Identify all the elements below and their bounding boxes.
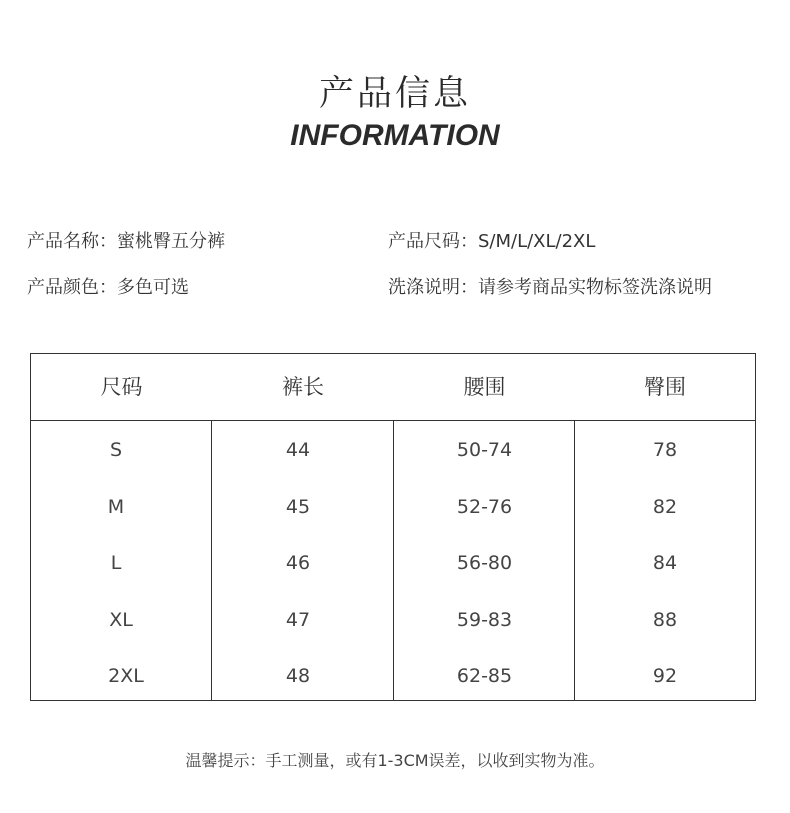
cell-waist: 62-85 bbox=[456, 665, 513, 688]
table-row bbox=[31, 535, 755, 592]
wash-instruction-label: 洗涤说明： bbox=[388, 277, 478, 298]
header-size: 尺码 bbox=[100, 375, 143, 399]
header-length: 裤长 bbox=[282, 375, 324, 399]
cell-size: S bbox=[109, 439, 123, 461]
cell-waist: 52-76 bbox=[456, 495, 513, 518]
cell-size: L bbox=[110, 552, 122, 575]
cell-waist: 59-83 bbox=[456, 608, 513, 631]
product-size-value: S/M/L/XL/2XL bbox=[478, 231, 596, 252]
cell-size: XL bbox=[109, 608, 133, 631]
cell-hip: 88 bbox=[652, 608, 678, 631]
cell-size: 2XL bbox=[108, 665, 144, 688]
product-size-line bbox=[388, 227, 595, 253]
cell-length: 44 bbox=[285, 439, 311, 461]
cell-length: 46 bbox=[285, 552, 311, 575]
product-size-label: 产品尺码： bbox=[388, 231, 478, 252]
cell-hip: 92 bbox=[652, 665, 678, 688]
cell-waist: 50-74 bbox=[456, 439, 513, 461]
table-row bbox=[31, 479, 755, 536]
cell-hip: 84 bbox=[652, 552, 678, 575]
cell-hip: 82 bbox=[652, 495, 678, 518]
wash-instruction-line bbox=[388, 273, 712, 299]
wash-instruction-value: 请参考商品实物标签洗涤说明 bbox=[478, 277, 712, 298]
product-color-line bbox=[27, 273, 189, 299]
cell-length: 48 bbox=[285, 665, 311, 688]
product-color-value: 多色可选 bbox=[117, 277, 189, 298]
measurement-tip: 温馨提示：手工测量，或有1-3CM误差，以收到实物为准。 bbox=[185, 751, 605, 770]
header-hip: 臀围 bbox=[644, 375, 686, 399]
table-row bbox=[31, 648, 755, 705]
page-title: 产品信息 bbox=[318, 74, 471, 114]
header-waist: 腰围 bbox=[463, 375, 506, 399]
table-row bbox=[31, 422, 755, 479]
product-color-label: 产品颜色： bbox=[27, 277, 117, 298]
cell-size: M bbox=[107, 495, 125, 518]
table-row bbox=[31, 592, 755, 649]
cell-waist: 56-80 bbox=[456, 552, 513, 575]
page-subtitle: INFORMATION bbox=[290, 119, 500, 152]
product-name-line bbox=[27, 227, 225, 253]
cell-hip: 78 bbox=[652, 439, 678, 461]
product-name-value: 蜜桃臀五分裤 bbox=[117, 231, 225, 252]
size-table-header bbox=[31, 354, 755, 421]
cell-length: 45 bbox=[285, 495, 311, 518]
cell-length: 47 bbox=[285, 608, 311, 631]
size-table bbox=[30, 353, 756, 701]
product-name-label: 产品名称： bbox=[27, 231, 117, 252]
